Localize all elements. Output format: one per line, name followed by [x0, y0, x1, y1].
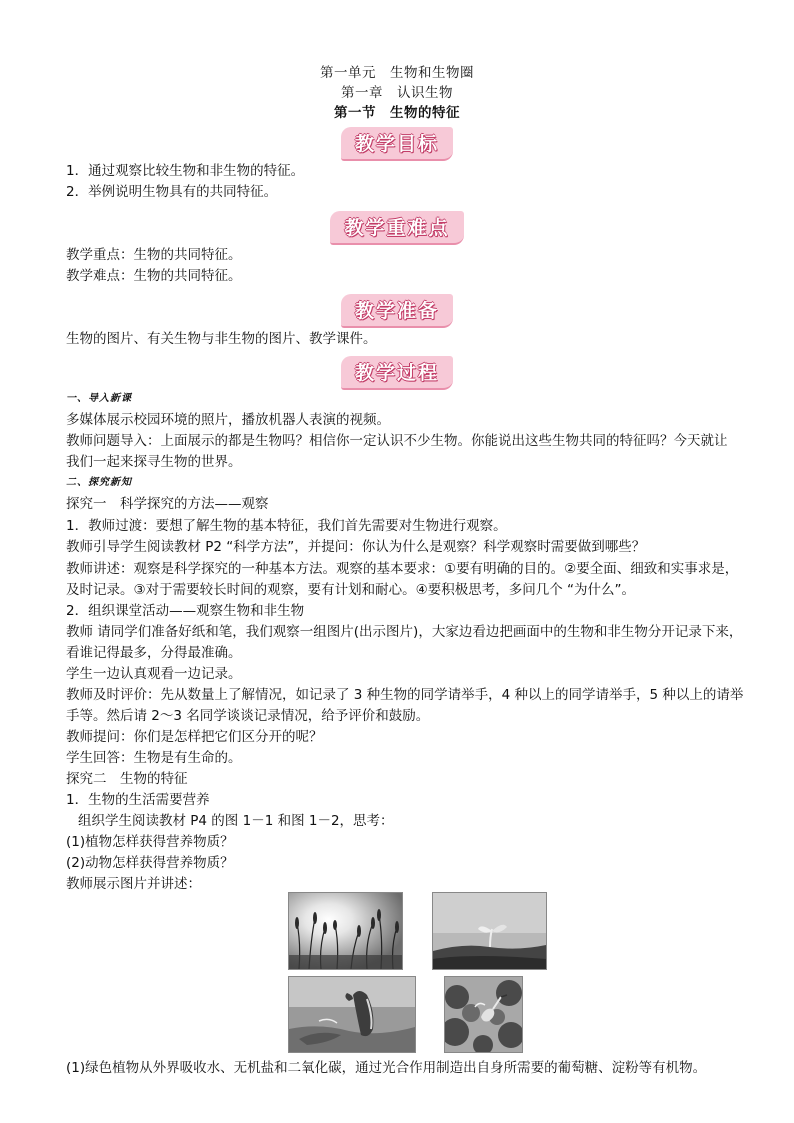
paragraph: 多媒体展示校园环境的照片，播放机器人表演的视频。: [66, 412, 390, 428]
paragraph: (2)动物怎样获得营养物质？: [66, 855, 234, 871]
goals-banner-label: 教学目标: [341, 127, 453, 161]
paragraph: (1)植物怎样获得营养物质？: [66, 834, 234, 850]
key-points-banner-label: 教学重难点: [330, 211, 463, 245]
process-banner: [0, 356, 794, 390]
paragraph: 学生一边认真观看一边记录。: [66, 666, 242, 682]
paragraph: (1)绿色植物从外界吸收水、无机盐和二氧化碳，通过光合作用制造出自身所需要的葡萄糖、淀粉等有机物。: [66, 1060, 707, 1076]
paragraph: 教师提问：你们是怎样把它们区分开的呢？: [66, 729, 323, 745]
paragraph: 2．组织课堂活动——观察生物和非生物: [66, 603, 305, 619]
paragraph: 1．生物的生活需要营养: [66, 792, 210, 808]
prep-banner-label: 教学准备: [341, 294, 453, 328]
paragraph: 手等。然后请 2～3 名同学谈谈记录情况，给予评价和鼓励。: [66, 708, 430, 724]
goal-item-1: 1．通过观察比较生物和非生物的特征。: [66, 163, 305, 179]
section-title: 第一节 生物的特征: [334, 105, 460, 121]
difficult-point-text: 教学难点：生物的共同特征。: [66, 268, 242, 284]
goal-item-2: 2．举例说明生物具有的共同特征。: [66, 184, 278, 200]
sun-reeds-photo: [288, 892, 403, 970]
paragraph: 1．教师过渡：要想了解生物的基本特征，我们首先需要对生物进行观察。: [66, 518, 507, 534]
goals-banner: [0, 127, 794, 161]
prep-banner: [0, 294, 794, 328]
process-banner-label: 教学过程: [341, 356, 453, 390]
paragraph: 教师问题导入：上面展示的都是生物吗？相信你一定认识不少生物。你能说出这些生物共同的特征吗？今天就让: [66, 433, 728, 449]
paragraph: 学生回答：生物是有生命的。: [66, 750, 242, 766]
seedling-photo: [432, 892, 547, 970]
explore-heading-1: 探究一 科学探究的方法——观察: [66, 496, 269, 512]
paragraph: 教师 请同学们准备好纸和笔，我们观察一组图片(出示图片)，大家边看边把画面中的生物和非生物分开记录下来，: [66, 624, 743, 640]
section-heading-explore: 二、探究新知: [66, 477, 132, 488]
birds-photo: [444, 976, 523, 1053]
unit-title: 第一单元 生物和生物圈: [320, 65, 474, 81]
paragraph: 教师展示图片并讲述：: [66, 876, 201, 892]
chapter-title: 第一章 认识生物: [341, 85, 453, 101]
paragraph: 教师引导学生阅读教材 P2 “科学方法”，并提问：你认为什么是观察？科学观察时需要做到哪些？: [66, 539, 646, 555]
paragraph: 及时记录。③对于需要较长时间的观察，要有计划和耐心。④要积极思考，多问几个 “为什么”。: [66, 582, 635, 598]
paragraph: 我们一起来探寻生物的世界。: [66, 454, 242, 470]
paragraph: 看谁记得最多，分得最准确。: [66, 645, 242, 661]
section-heading-intro: 一、导入新课: [66, 393, 132, 404]
paragraph: 教师及时评价：先从数量上了解情况，如记录了 3 种生物的同学请举手，4 种以上的同学请举手，5 种以上的请举: [66, 687, 744, 703]
key-point-text: 教学重点：生物的共同特征。: [66, 247, 242, 263]
dolphins-photo: [288, 976, 416, 1053]
paragraph: 教师讲述：观察是科学探究的一种基本方法。观察的基本要求：①要有明确的目的。②要全面、细致和实事求是，: [66, 561, 739, 577]
prep-text: 生物的图片、有关生物与非生物的图片、教学课件。: [66, 331, 377, 347]
key-points-banner: [0, 211, 794, 245]
explore-heading-2: 探究二 生物的特征: [66, 771, 188, 787]
paragraph: 组织学生阅读教材 P4 的图 1－1 和图 1－2，思考：: [78, 813, 394, 829]
